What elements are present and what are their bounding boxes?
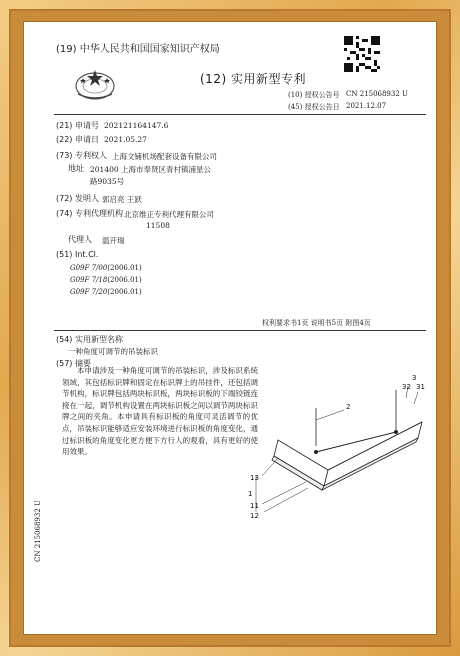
abstract-divider	[54, 330, 426, 331]
agent: 温开瑞	[102, 236, 125, 245]
app-no: 202121164147.6	[104, 121, 169, 130]
cnipa-emblem-icon	[74, 66, 116, 102]
utility-name: 一种角度可调节的吊装标识	[68, 347, 158, 356]
qr-code-icon	[344, 36, 380, 72]
office-name: (19) 中华人民共和国国家知识产权局	[56, 44, 220, 55]
inventor: 郭启亮 王跃	[102, 195, 142, 204]
agency-line-2: 11508	[146, 221, 170, 230]
utility-name-label: (54) 实用新型名称	[56, 335, 123, 344]
header-divider	[54, 114, 426, 115]
pub-no-label: (10) 授权公告号	[288, 91, 340, 99]
figure-label: 32	[402, 383, 411, 391]
document-type: (12) 实用新型专利	[200, 72, 306, 86]
agency-label: (74) 专利代理机构	[56, 209, 123, 218]
figure-label: 2	[346, 403, 351, 411]
page-summary: 权利要求书1页 说明书5页 附图4页	[262, 319, 371, 327]
figure-label: 12	[250, 512, 259, 518]
pub-date: 2021.12.07	[346, 102, 387, 110]
patent-page	[24, 22, 436, 634]
ipc-entry: G09F 7/20(2006.01)	[70, 288, 142, 296]
inventor-label: (72) 发明人	[56, 194, 99, 203]
abstract-label: (57) 摘要	[56, 359, 91, 368]
figure-label: 1	[248, 490, 253, 498]
pub-no: CN 215068932 U	[346, 90, 408, 98]
address-line-2: 路9035号	[90, 177, 125, 186]
pub-date-label: (45) 授权公告日	[288, 103, 340, 111]
side-publication-number: CN 215068932 U	[34, 500, 42, 562]
abstract-text: 本申请涉及一种角度可调节的吊装标识，涉及标识系统领域，其包括标识牌和固定在标识牌上的吊挂件，还包括调节机构，标识牌包括两块标识板，两块标识板的下端铰链连接在一起，调节机构设置在两块标识板之间以调节两块标识牌之间的夹角。本申请具有标识板的角度可灵活调节的优点，吊装标识能够适应安装环境进行标识板的角度变化，通过标识板的角度变化更方便下方行人的观看，具有更好的使用效果。	[62, 366, 258, 457]
figure-label: 11	[250, 502, 259, 510]
ipc-entry: G09F 7/00(2006.01)	[70, 264, 142, 272]
figure-label: 31	[416, 383, 425, 391]
address-label: 地址	[68, 164, 84, 173]
figure-label: 13	[250, 474, 259, 482]
ipc-label: (51) Int.Cl.	[56, 250, 99, 259]
patent-figure	[246, 368, 432, 518]
address-line-1: 201400 上海市奉贤区青村镇浦星公	[90, 165, 212, 174]
app-date: 2021.05.27	[104, 135, 147, 144]
owner: 上海文铺机场配套设备有限公司	[112, 152, 217, 161]
ipc-entry: G09F 7/18(2006.01)	[70, 276, 142, 284]
app-no-label: (21) 申请号	[56, 121, 99, 130]
app-date-label: (22) 申请日	[56, 135, 99, 144]
agent-label: 代理人	[68, 235, 92, 244]
owner-label: (73) 专利权人	[56, 151, 107, 160]
figure-label: 3	[412, 374, 417, 382]
agency-line-1: 北京维正专利代理有限公司	[124, 210, 214, 219]
